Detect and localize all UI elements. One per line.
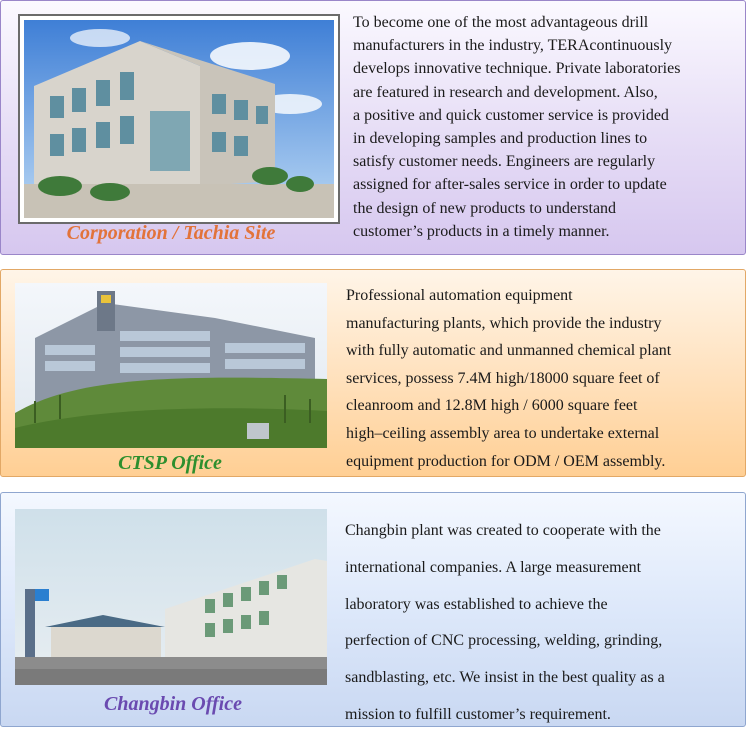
- text-line: high–ceiling assembly area to undertake external: [346, 424, 660, 442]
- text-line: Changbin plant was created to cooperate with the: [345, 522, 661, 539]
- tachia-building-photo: [18, 14, 340, 224]
- section-corporation-tachia: [0, 0, 746, 255]
- text-line: customer’s products in a timely manner.: [353, 222, 610, 240]
- caption-changbin-office: Changbin Office: [104, 693, 242, 715]
- text-line: perfection of CNC processing, welding, grinding,: [345, 632, 663, 650]
- text-line: To become one of the most advantageous drill: [353, 14, 649, 31]
- changbin-building-photo: [15, 509, 327, 685]
- text-line: manufacturers in the industry, TERAcontinuously: [353, 37, 673, 55]
- section-ctsp-office: [0, 269, 746, 477]
- text-line: the design of new products to understand: [353, 199, 617, 217]
- text-line: a positive and quick customer service is provided: [353, 106, 669, 124]
- text-line: with fully automatic and unmanned chemical plant: [346, 342, 672, 360]
- text-line: cleanroom and 12.8M high / 6000 square feet: [346, 397, 638, 415]
- text-line: manufacturing plants, which provide the industry: [346, 314, 662, 332]
- text-line: mission to fulfill customer’s requirement.: [345, 705, 611, 723]
- text-line: laboratory was established to achieve the: [345, 595, 608, 613]
- text-line: services, possess 7.4M high/18000 square feet of: [346, 369, 660, 387]
- caption-ctsp-office: CTSP Office: [118, 452, 222, 474]
- text-line: international companies. A large measurement: [345, 558, 642, 576]
- description-ctsp-office: [346, 282, 671, 475]
- section-changbin-office: [0, 492, 746, 727]
- text-line: in developing samples and production lines to: [353, 130, 648, 148]
- text-line: sandblasting, etc. We insist in the best quality as a: [345, 669, 665, 687]
- caption-corporation-tachia: Corporation / Tachia Site: [66, 222, 276, 244]
- text-line: satisfy customer needs. Engineers are regularly: [353, 153, 656, 171]
- text-line: Professional automation equipment: [346, 287, 573, 304]
- text-line: are featured in research and development. Also,: [353, 83, 658, 101]
- ctsp-building-photo: [15, 283, 327, 448]
- text-line: equipment production for ODM / OEM assembly.: [346, 452, 666, 470]
- text-line: develops innovative technique. Private laboratories: [353, 60, 681, 78]
- text-line: assigned for after-sales service in order to update: [353, 176, 667, 194]
- description-changbin-office: [345, 513, 665, 734]
- description-corporation-tachia: [353, 11, 680, 243]
